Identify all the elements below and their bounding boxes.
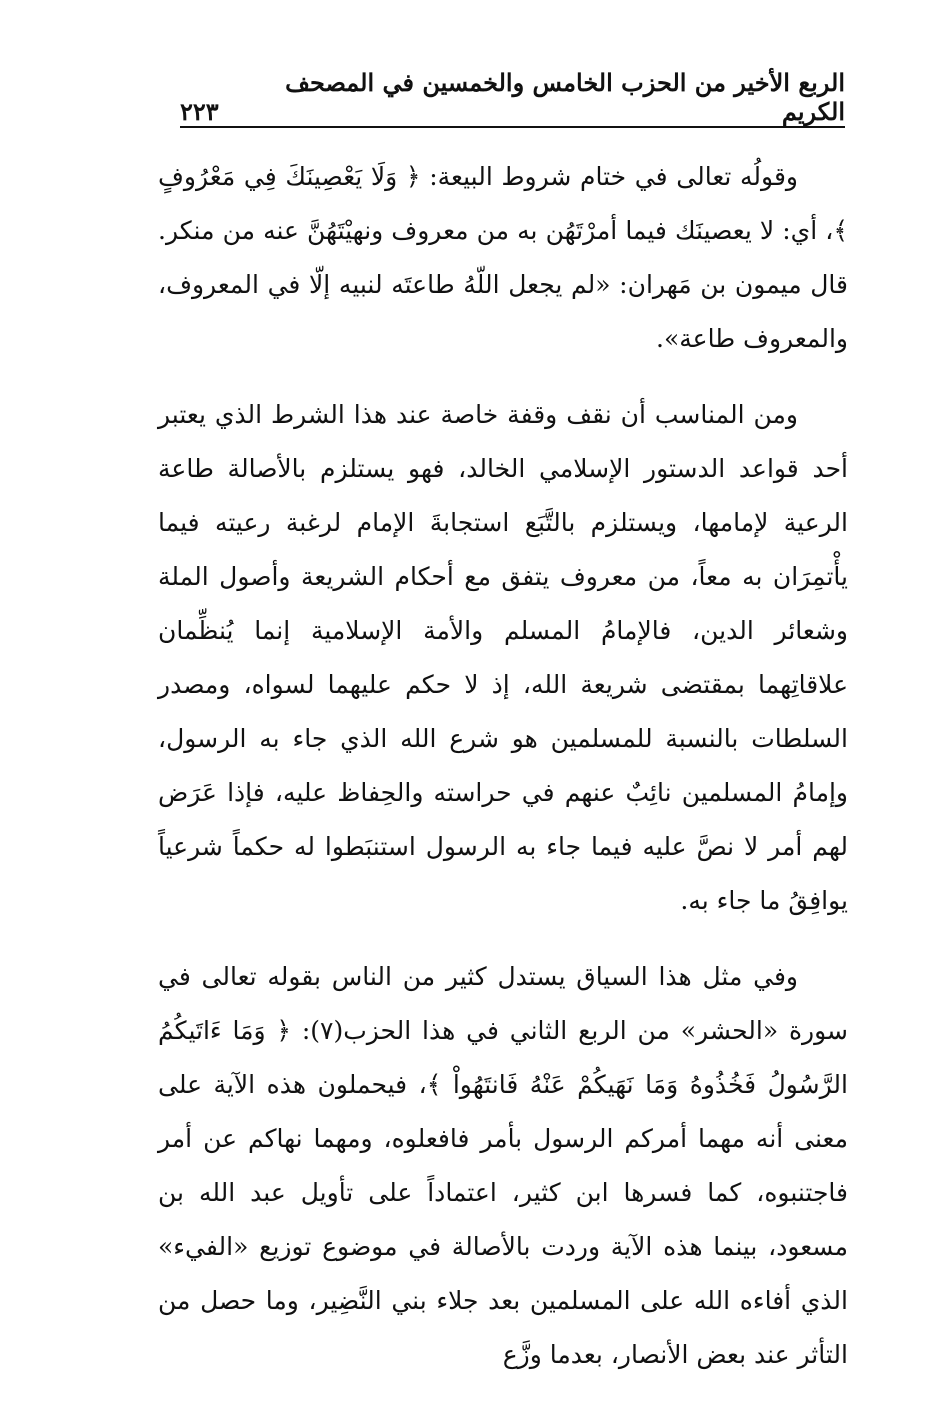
running-header — [180, 68, 845, 126]
paragraph-1: وقولُه تعالى في ختام شروط البيعة: ﴿ وَلَا يَعْصِينَكَ فِي مَعْرُوفٍ ﴾، أي: لا يعصينَك فيما أمرْتَهُن به من معروف ونهيْتَهُنَّ عنه من منكر. قال ميمون بن مَهران: «لم يجعل اللّهُ طاعتَه لنبيه إلّا في المعروف، والمعروف طاعة». — [158, 162, 848, 353]
paragraph-2: ومن المناسب أن نقف وقفة خاصة عند هذا الشرط الذي يعتبر أحد قواعد الدستور الإسلامي الخالد، فهو يستلزم بالأصالة طاعة الرعية لإمامها، ويستلزم بالتَّبَع استجابةَ الإمام لرغبة رعيته فيما يأْتمِرَان به معاً، من معروف يتفق مع أحكام الشريعة وأصول الملة وشعائر الدين، فالإمامُ المسلم والأمة الإسلامية إنما يُنظِّمان علاقاتِهما بمقتضى شريعة الله، إذ لا حكم عليهما لسواه، ومصدر السلطات بالنسبة للمسلمين هو شرع الله الذي جاء به الرسول، وإمامُ المسلمين نائِبٌ عنهم في حراسته والحِفاظ عليه، فإذا عَرَض لهم أمر لا نصَّ عليه فيما جاء به الرسول استنبَطوا له حكماً شرعياً يوافِقُ ما جاء به. — [158, 400, 848, 915]
paragraph-3: وفي مثل هذا السياق يستدل كثير من الناس بقوله تعالى في سورة «الحشر» من الربع الثاني في هذا الحزب(٧): ﴿ وَمَا ءَاتَيكُمُ الرَّسُولُ فَخُذُوهُ وَمَا نَهَيكُمْ عَنْهُ فَانتَهُواْ ﴾، فيحملون هذه الآية على معنى أنه مهما أمركم الرسول بأمر فافعلوه، ومهما نهاكم عن أمر فاجتنبوه، كما فسرها ابن كثير، اعتماداً على تأويل عبد الله بن مسعود، بينما هذه الآية وردت بالأصالة في موضوع توزيع «الفيء» الذي أفاءه الله على المسلمين بعد جلاء بني النَّضِير، وما حصل من التأثر عند بعض الأنصار، بعدما وزَّع — [158, 962, 848, 1369]
header-divider — [180, 126, 845, 128]
main-text — [158, 150, 848, 1404]
page-number: ٢٢٣ — [180, 97, 219, 126]
header-title: الربع الأخير من الحزب الخامس والخمسين في المصحف الكريم — [285, 68, 845, 126]
